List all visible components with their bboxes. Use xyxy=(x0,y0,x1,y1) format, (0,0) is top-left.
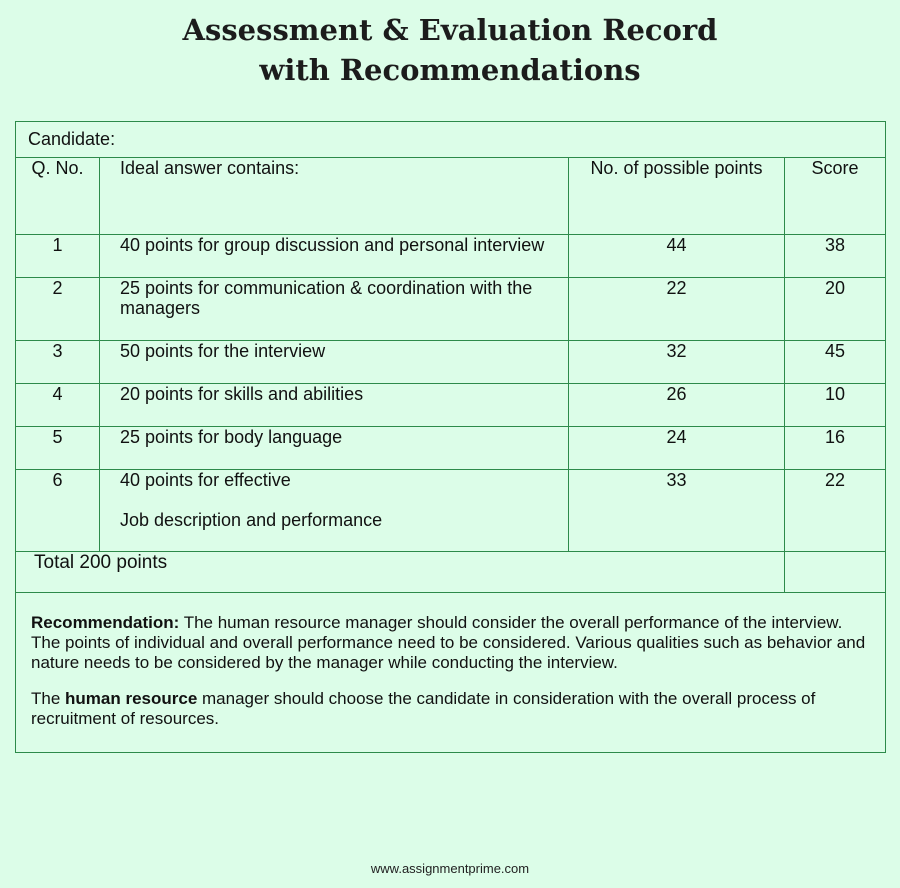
score-cell: 38 xyxy=(785,235,886,278)
header-points: No. of possible points xyxy=(569,158,785,235)
score-cell: 45 xyxy=(785,341,886,384)
table-row xyxy=(16,427,886,470)
qno-cell: 5 xyxy=(16,427,100,470)
table-row xyxy=(16,470,886,552)
ideal-cell: 50 points for the interview xyxy=(100,341,569,384)
ideal-cell: 25 points for communication & coordination with the managers xyxy=(100,278,569,341)
ideal-cell: 25 points for body language xyxy=(100,427,569,470)
page-title xyxy=(0,10,900,90)
recommendation-text: The human resource manager should consider the overall performance of the interview. The points of individual and overall performance need to be considered. Various qualities such as behavior and nature needs to be considered by the manager while conducting the interview. xyxy=(31,613,866,672)
table-row xyxy=(16,384,886,427)
qno-cell: 6 xyxy=(16,470,100,552)
score-cell: 16 xyxy=(785,427,886,470)
evaluation-table xyxy=(15,121,886,753)
recommendation-label: Recommendation: xyxy=(31,613,180,632)
total-label: Total 200 points xyxy=(16,552,785,593)
p2-suffix: manager should choose the candidate in consideration with the overall process of recruitment of resources. xyxy=(31,689,816,728)
points-cell: 22 xyxy=(569,278,785,341)
footer-url: www.assignmentprime.com xyxy=(370,861,530,876)
score-cell: 20 xyxy=(785,278,886,341)
recommendation-paragraph-2 xyxy=(16,673,885,729)
table-row xyxy=(16,341,886,384)
recommendation-paragraph-1 xyxy=(16,593,885,673)
score-cell: 22 xyxy=(785,470,886,552)
total-score-cell xyxy=(785,552,886,593)
total-row xyxy=(16,552,886,593)
points-cell: 33 xyxy=(569,470,785,552)
score-cell: 10 xyxy=(785,384,886,427)
header-ideal: Ideal answer contains: xyxy=(100,158,569,235)
table-row xyxy=(16,278,886,341)
ideal-cell xyxy=(100,470,569,552)
qno-cell: 3 xyxy=(16,341,100,384)
candidate-cell xyxy=(16,122,886,158)
recommendation-cell xyxy=(16,593,886,753)
header-row xyxy=(16,158,886,235)
points-cell: 24 xyxy=(569,427,785,470)
points-cell: 26 xyxy=(569,384,785,427)
table-row xyxy=(16,235,886,278)
p2-bold: human resource xyxy=(65,689,198,708)
ideal-line-2: Job description and performance xyxy=(120,510,383,530)
points-cell: 32 xyxy=(569,341,785,384)
candidate-label: Candidate: xyxy=(28,129,116,149)
qno-cell: 4 xyxy=(16,384,100,427)
candidate-row xyxy=(16,122,886,158)
ideal-cell: 20 points for skills and abilities xyxy=(100,384,569,427)
header-score: Score xyxy=(785,158,886,235)
title-line-1: Assessment & Evaluation Record xyxy=(182,13,718,47)
ideal-cell: 40 points for group discussion and personal interview xyxy=(100,235,569,278)
header-qno: Q. No. xyxy=(16,158,100,235)
title-line-2: with Recommendations xyxy=(259,53,641,87)
qno-cell: 2 xyxy=(16,278,100,341)
p2-prefix: The xyxy=(31,689,66,708)
recommendation-row xyxy=(16,593,886,753)
points-cell: 44 xyxy=(569,235,785,278)
qno-cell: 1 xyxy=(16,235,100,278)
ideal-line-1: 40 points for effective xyxy=(120,470,291,490)
